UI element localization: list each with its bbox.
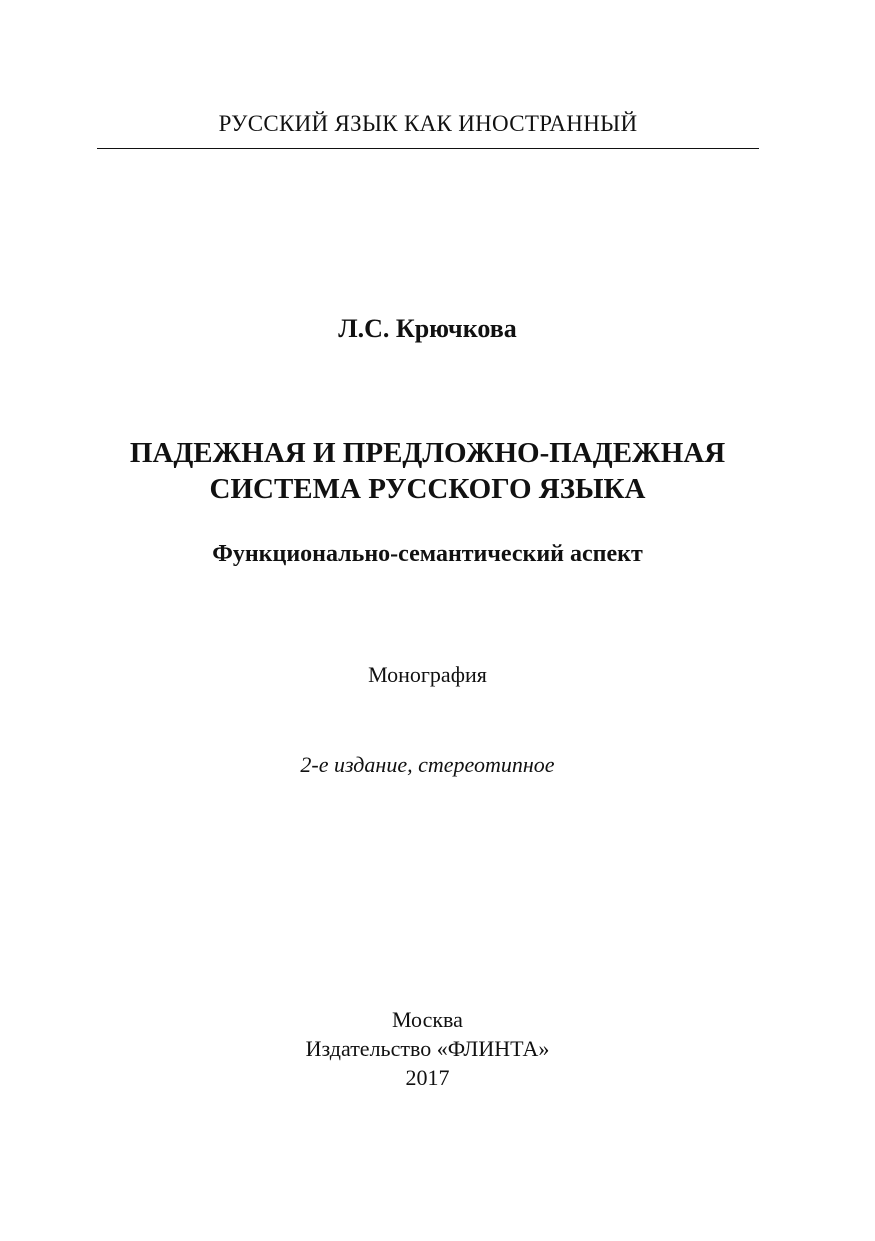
header-rule [97, 148, 759, 149]
imprint-year: 2017 [405, 1065, 450, 1090]
genre-label: Монография [368, 662, 487, 687]
book-title-line-1: ПАДЕЖНАЯ И ПРЕДЛОЖНО-ПАДЕЖНАЯ [129, 437, 726, 469]
book-title [0, 435, 855, 507]
imprint-city: Москва [392, 1007, 463, 1032]
imprint-publisher: Издательство «ФЛИНТА» [305, 1036, 550, 1061]
book-subtitle: Функционально-семантический аспект [212, 541, 643, 567]
book-title-line-2: СИСТЕМА РУССКОГО ЯЗЫКА [209, 473, 646, 505]
edition-note: 2-е издание, стереотипное [300, 752, 555, 777]
series-name: РУССКИЙ ЯЗЫК КАК ИНОСТРАННЫЙ [218, 111, 638, 136]
author-name: Л.С. Крючкова [338, 314, 517, 343]
imprint [0, 1005, 855, 1092]
